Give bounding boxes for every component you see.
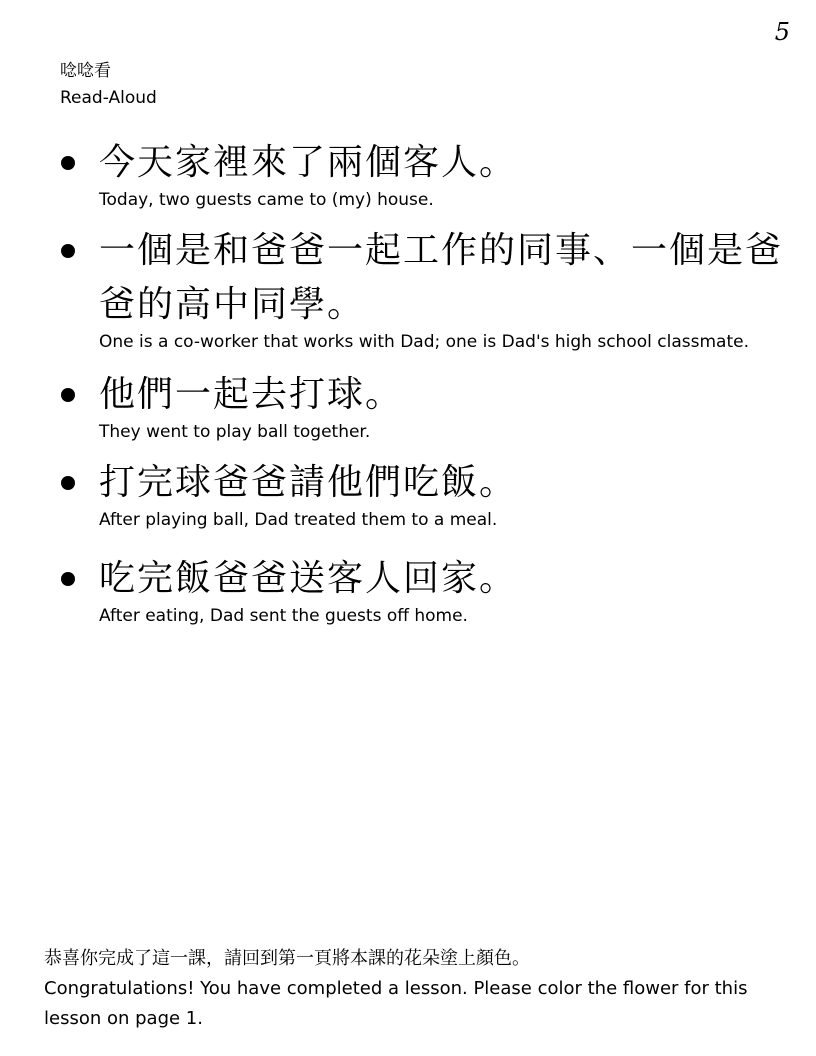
- sentence-item-4: [0, 456, 816, 532]
- section-title-chinese: 唸唸看: [60, 61, 111, 81]
- sentence-chinese: 吃完飯爸爸送客人回家。: [99, 558, 518, 599]
- sentence-chinese: 打完球爸爸請他們吃飯。: [99, 462, 518, 503]
- completion-message-english: Congratulations! You have completed a lesson. Please color the flower for this lesson on page 1.: [44, 978, 748, 1029]
- sentence-item-5: [0, 552, 816, 628]
- sentence-chinese: 今天家裡來了兩個客人。: [99, 142, 518, 183]
- sentence-item-3: [0, 368, 816, 444]
- sentence-item-1: [0, 136, 816, 212]
- sentence-chinese: 他們一起去打球。: [99, 374, 404, 415]
- sentence-english: After playing ball, Dad treated them to a meal.: [99, 510, 498, 530]
- sentence-chinese: 一個是和爸爸一起工作的同事、一個是爸爸的高中同學。: [99, 230, 784, 325]
- sentence-english: After eating, Dad sent the guests off home.: [99, 606, 468, 626]
- sentence-english: They went to play ball together.: [99, 422, 371, 442]
- bullet-icon: [61, 476, 75, 490]
- sentence-english: Today, two guests came to (my) house.: [99, 190, 434, 210]
- completion-footer: [44, 944, 794, 1034]
- sentence-english: One is a co-worker that works with Dad; one is Dad's high school classmate.: [99, 332, 749, 352]
- page-number: 5: [774, 18, 790, 46]
- bullet-icon: [61, 388, 75, 402]
- sentence-list: [0, 136, 816, 628]
- bullet-icon: [61, 156, 75, 170]
- sentence-item-2: [0, 224, 816, 354]
- bullet-icon: [61, 244, 75, 258]
- completion-message-chinese: 恭喜你完成了這一課，請回到第一頁將本課的花朵塗上顏色。: [44, 948, 530, 969]
- section-header: [60, 58, 157, 112]
- bullet-icon: [61, 572, 75, 586]
- section-title-english: Read-Aloud: [60, 88, 157, 108]
